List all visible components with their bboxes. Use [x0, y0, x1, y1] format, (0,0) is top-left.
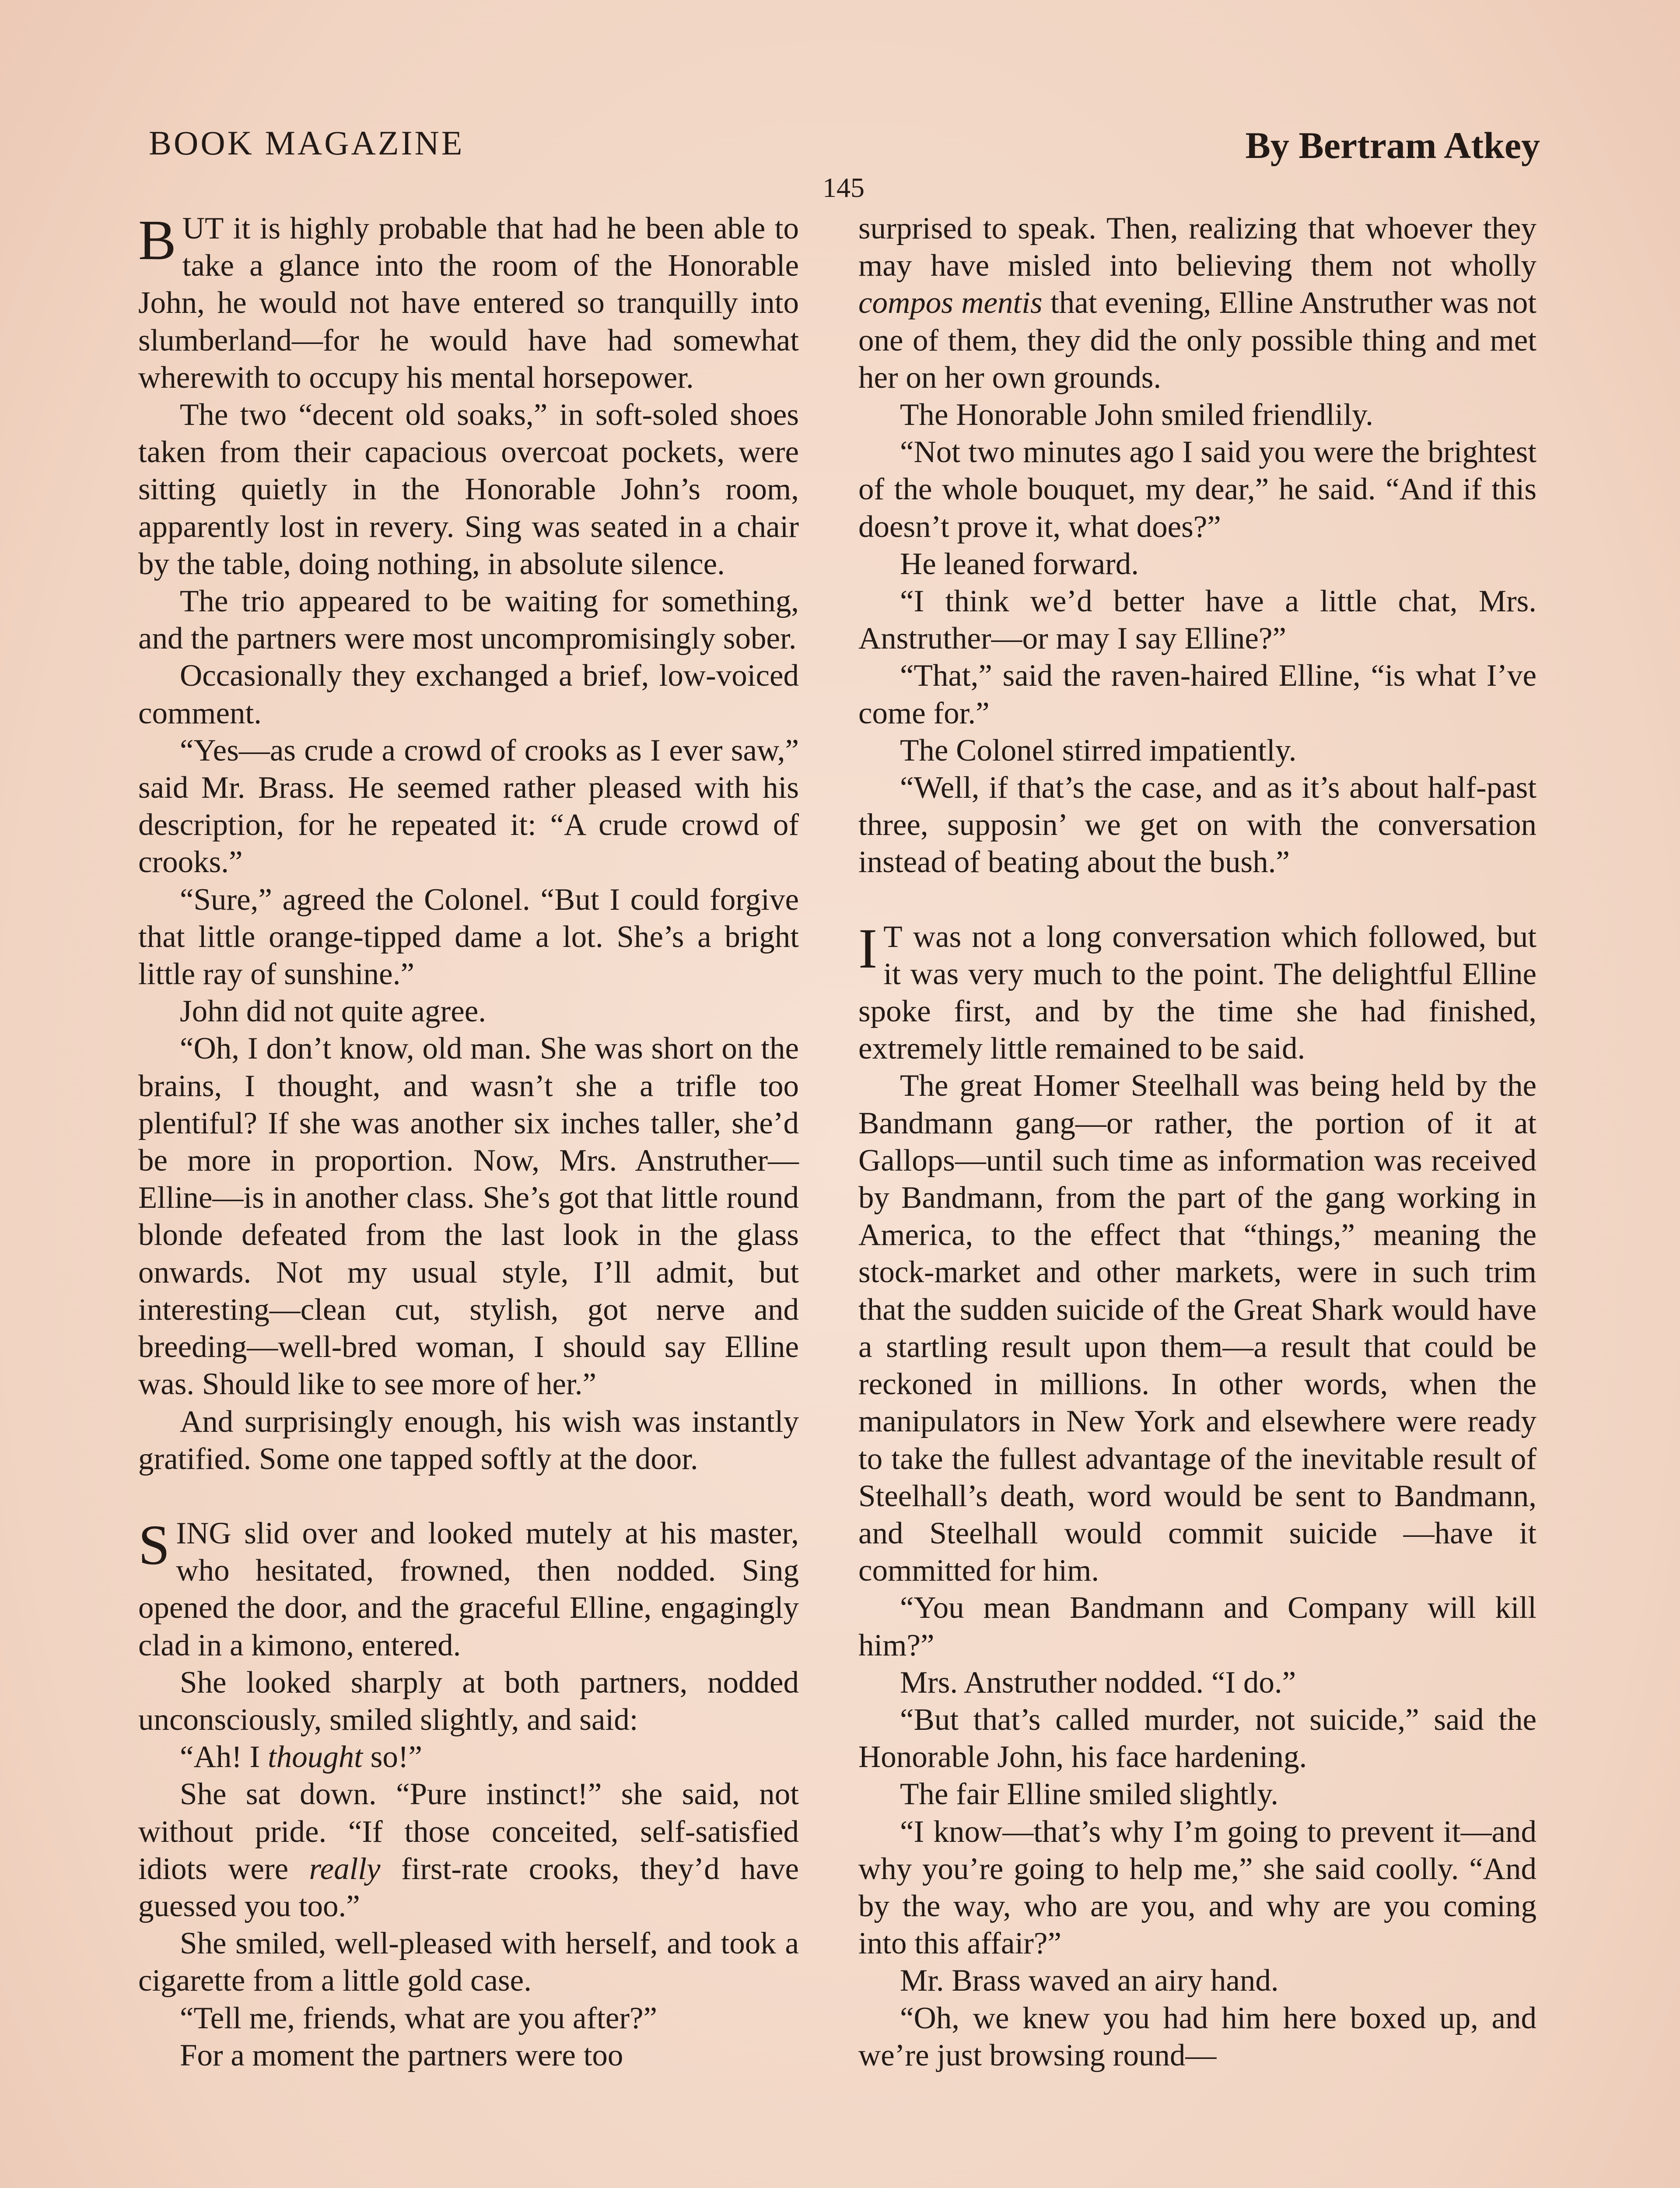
paragraph [138, 1776, 799, 1925]
lead-in: UT [182, 211, 224, 245]
paragraph-text: slid over and looked mutely at his master, who hesitated, frowned, then nodded. Sing opened the door, and the graceful Elline, engagingly clad in a kimono, entered. [138, 1516, 799, 1662]
lead-in: ING [176, 1516, 231, 1550]
paragraph: Mr. Brass waved an airy hand. [900, 1964, 1279, 1998]
paragraph: The Colonel stirred impatiently. [900, 733, 1297, 768]
right-column [858, 210, 1536, 2074]
paragraph: “Well, if that’s the case, and as it’s about half-past three, supposin’ we get on with the conversation instead of beating about the bush.” [858, 771, 1536, 880]
running-head-author: By Bertram Atkey [1245, 124, 1540, 166]
lead-in: T [883, 919, 903, 954]
italic-text: really [309, 1851, 381, 1886]
paragraph: “Yes—as crude a crowd of crooks as I ever saw,” said Mr. Brass. He seemed rather pleased with his description, for he repeated it: “A crude crowd of crooks.” [138, 733, 799, 880]
paragraph: “Oh, I don’t know, old man. She was short on the brains, I thought, and wasn’t she a trifle too plentiful? If she was another six inches taller, she’d be more in proportion. Now, Mrs. Anstruther—Elline—is in another class. She’s got that little round blonde defeated from the last look in the glass onwards. Not my usual style, I’ll admit, but interesting—clean cut, stylish, got nerve and breeding—well-bred woman, I should say Elline was. Should like to see more of her.” [138, 1031, 799, 1402]
paragraph-text: it is highly probable that had he been able to take a glance into the room of the Honorable John, he would not have entered so tranquilly into slumberland—for he would have had somewhat wherewith to occupy his mental horsepower. [138, 211, 799, 395]
paragraph-text: surprised to speak. Then, realizing that whoever they may have misled into believing them not wholly [858, 211, 1536, 283]
paragraph [858, 210, 1536, 396]
paragraph [138, 1739, 799, 1776]
paragraph: “I think we’d better have a little chat, Mrs. Anstruther—or may I say Elline?” [858, 584, 1536, 656]
paragraph: The Honorable John smiled friendlily. [900, 398, 1373, 432]
paragraph: “You mean Bandmann and Company will kill him?” [858, 1591, 1536, 1662]
paragraph: The great Homer Steelhall was being held by the Bandmann gang—or rather, the portion of it at Gallops—until such time as information was received by Bandmann, from the part of the gang working in America, to the effect that “things,” meaning the stock-market and other markets, were in such trim that the sudden suicide of the Great Shark would have a startling result upon them—a result that could be reckoned in millions. In other words, when the manipulators in New York and elsewhere were ready to take the fullest advantage of the inevitable result of Steelhall’s death, word would be sent to Bandmann, and Steelhall would commit suicide —have it committed for him. [858, 1069, 1536, 1588]
italic-text: thought [268, 1740, 363, 1774]
paragraph: And surprisingly enough, his wish was instantly gratified. Some one tapped softly at the door. [138, 1404, 799, 1476]
page-number: 145 [822, 172, 864, 203]
paragraph-text: was not a long conversation which followed, but it was very much to the point. The delightful Elline spoke first, and by the time she had finished, extremely little remained to be said. [858, 919, 1536, 1066]
paragraph-text: “Ah! I [180, 1740, 268, 1774]
paragraph: Mrs. Anstruther nodded. “I do.” [900, 1665, 1296, 1700]
paragraph-text: first-rate crooks, they’d have guessed you too.” [138, 1851, 799, 1923]
paragraph: “Sure,” agreed the Colonel. “But I could forgive that little orange-tipped dame a lot. She’s a bright little ray of sunshine.” [138, 882, 799, 992]
paragraph: John did not quite agree. [180, 994, 486, 1029]
paragraph [858, 919, 1536, 1068]
paragraph: “Not two minutes ago I said you were the brightest of the whole bouquet, my dear,” he said. “And if this doesn’t prove it, what does?” [858, 435, 1536, 544]
paragraph: She looked sharply at both partners, nodded unconsciously, smiled slightly, and said: [138, 1665, 799, 1737]
left-column [138, 210, 799, 2074]
paragraph [138, 1515, 799, 1664]
paragraph: “I know—that’s why I’m going to prevent it—and why you’re going to help me,” she said coolly. “And by the way, who are you, and why are you coming into this affair?” [858, 1814, 1536, 1961]
paragraph: The two “decent old soaks,” in soft-soled shoes taken from their capacious overcoat pockets, were sitting quietly in the Honorable John’s room, apparently lost in revery. Sing was seated in a chair by the table, doing nothing, in absolute silence. [138, 398, 799, 581]
italic-text: compos mentis [858, 286, 1043, 320]
paragraph: Occasionally they exchanged a brief, low-voiced comment. [138, 659, 799, 730]
running-head-title: BOOK MAGAZINE [149, 124, 465, 162]
paragraph: “Oh, we knew you had him here boxed up, and we’re just browsing round— [858, 2001, 1536, 2072]
paragraph-text: She sat down. “Pure instinct!” she said, not without pride. “If those conceited, self-satisfied idiots were [138, 1777, 799, 1886]
paragraph [138, 210, 799, 396]
paragraph-text: that evening, Elline Anstruther was not one of them, they did the only possible thing and met her on her own grounds. [858, 286, 1536, 395]
paragraph: The trio appeared to be waiting for something, and the partners were most uncompromisingly sober. [138, 584, 799, 656]
paragraph: The fair Elline smiled slightly. [900, 1777, 1278, 1812]
drop-cap: S [138, 1513, 170, 1577]
drop-cap: I [858, 917, 878, 980]
drop-cap: B [138, 209, 176, 272]
paragraph: She smiled, well-pleased with herself, and took a cigarette from a little gold case. [138, 1926, 799, 1998]
paragraph-text: so!” [363, 1740, 423, 1774]
paragraph: “That,” said the raven-haired Elline, “is what I’ve come for.” [858, 659, 1536, 730]
paragraph: “Tell me, friends, what are you after?” [180, 2001, 658, 2035]
paragraph: “But that’s called murder, not suicide,” said the Honorable John, his face hardening. [858, 1702, 1536, 1774]
paragraph: For a moment the partners were too [180, 2038, 623, 2072]
paragraph: He leaned forward. [900, 547, 1139, 581]
